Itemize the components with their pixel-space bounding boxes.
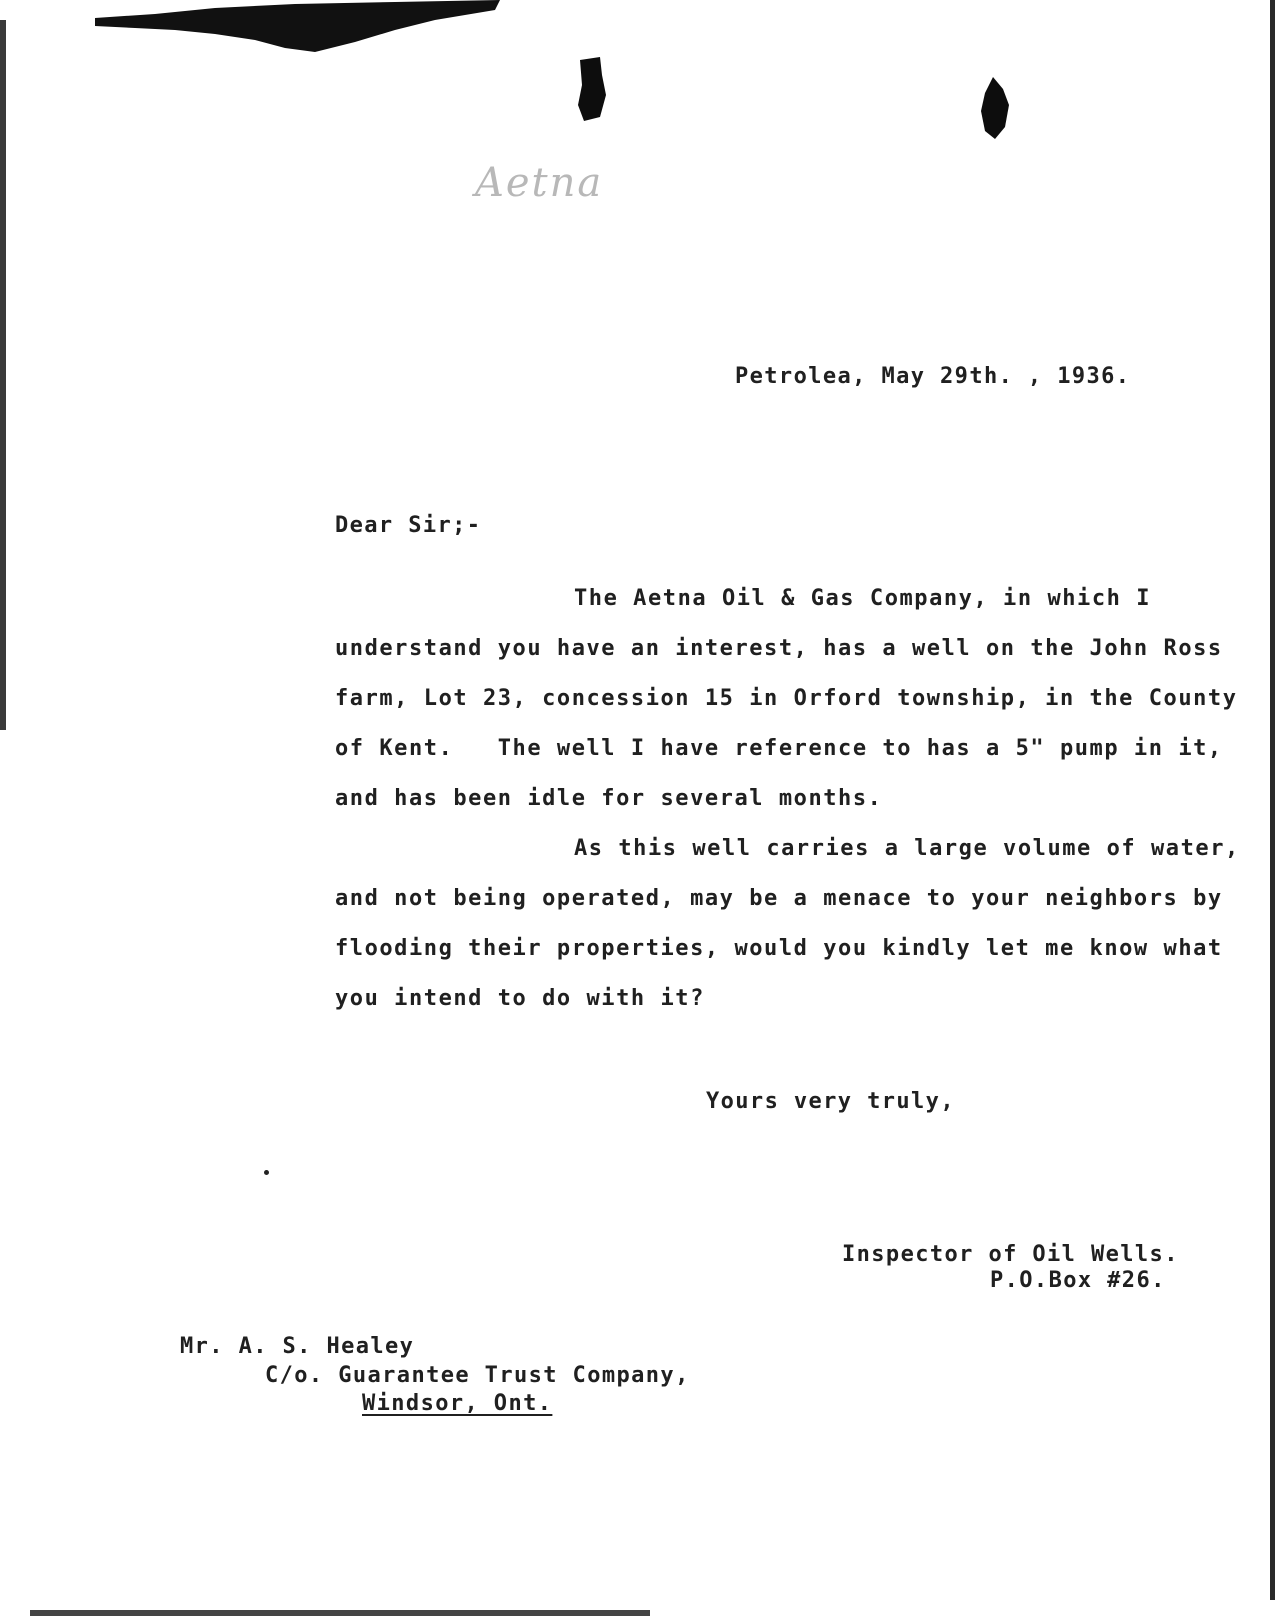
torn-paper-edge <box>95 0 515 60</box>
signature-box: P.O.Box #26. <box>990 1268 1166 1293</box>
pencil-annotation: Aetna <box>475 160 604 206</box>
scan-edge-right <box>1270 0 1275 1600</box>
body-line: and not being operated, may be a menace to your neighbors by <box>335 886 1223 911</box>
body-line: of Kent. The well I have reference to has a 5" pump in it, <box>335 736 1223 761</box>
body-line: As this well carries a large volume of water, <box>574 836 1240 861</box>
body-line: farm, Lot 23, concession 15 in Orford township, in the County <box>335 686 1238 711</box>
signature-title: Inspector of Oil Wells. <box>842 1242 1179 1267</box>
body-line: understand you have an interest, has a well on the John Ross <box>335 636 1223 661</box>
recipient-care-of: C/o. Guarantee Trust Company, <box>265 1363 690 1388</box>
punch-hole <box>570 55 610 125</box>
recipient-city: Windsor, Ont. <box>362 1391 553 1416</box>
body-line: and has been idle for several months. <box>335 786 883 811</box>
scan-edge-left <box>0 20 6 730</box>
body-line: you intend to do with it? <box>335 986 705 1011</box>
dateline: Petrolea, May 29th. , 1936. <box>735 364 1131 389</box>
salutation: Dear Sir;- <box>335 513 482 538</box>
ink-speck <box>264 1170 269 1175</box>
body-line: flooding their properties, would you kindly let me know what <box>335 936 1223 961</box>
body-line: The Aetna Oil & Gas Company, in which I <box>574 586 1152 611</box>
recipient-name: Mr. A. S. Healey <box>180 1334 415 1359</box>
punch-hole <box>975 75 1015 145</box>
closing: Yours very truly, <box>706 1089 955 1114</box>
scan-edge-bottom <box>30 1610 650 1616</box>
